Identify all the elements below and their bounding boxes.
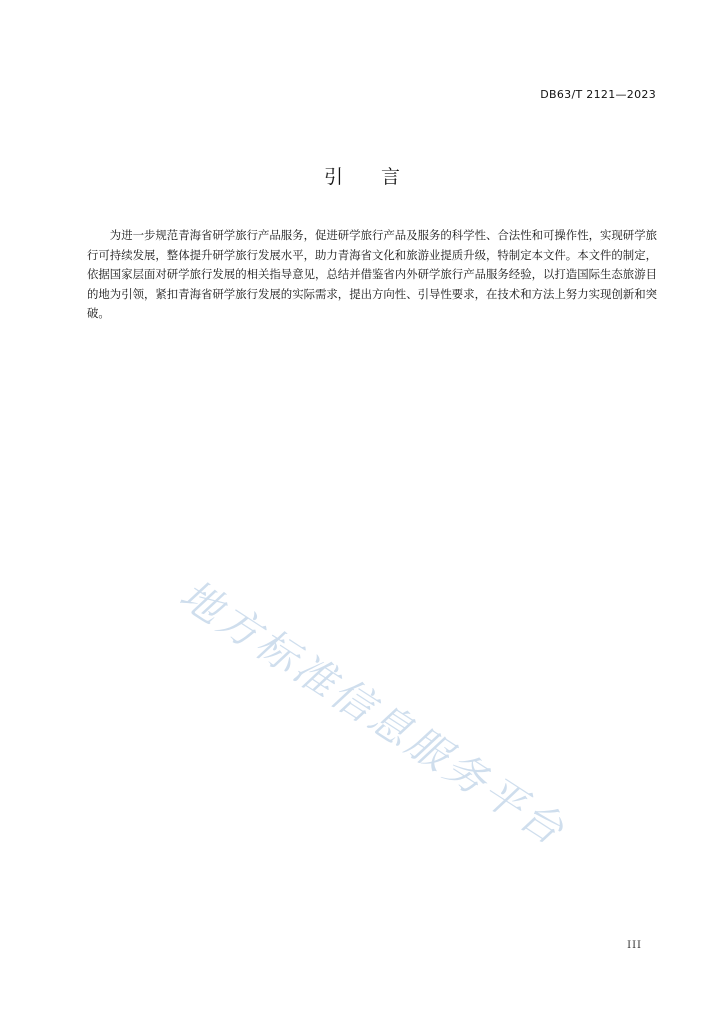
introduction-paragraph: 为进一步规范青海省研学旅行产品服务，促进研学旅行产品及服务的科学性、合法性和可操作性，实现研学旅行可持续发展，整体提升研学旅行发展水平，助力青海省文化和旅游业提质升级，特制定本文件。本文件的制定，依据国家层面对研学旅行发展的相关指导意见，总结并借鉴省内外研学旅行产品服务经验，以打造国际生态旅游目的地为引领，紧扣青海省研学旅行发展的实际需求，提出方向性、引导性要求，在技术和方法上努力实现创新和突破。 [87, 228, 657, 321]
document-code: DB63/T 2121—2023 [540, 88, 656, 101]
watermark: 地方标准信息服务平台 [171, 570, 575, 856]
title-char-1: 引 [323, 166, 343, 188]
page-number: III [627, 940, 642, 951]
page-title [0, 162, 724, 189]
title-char-2: 言 [381, 166, 401, 188]
